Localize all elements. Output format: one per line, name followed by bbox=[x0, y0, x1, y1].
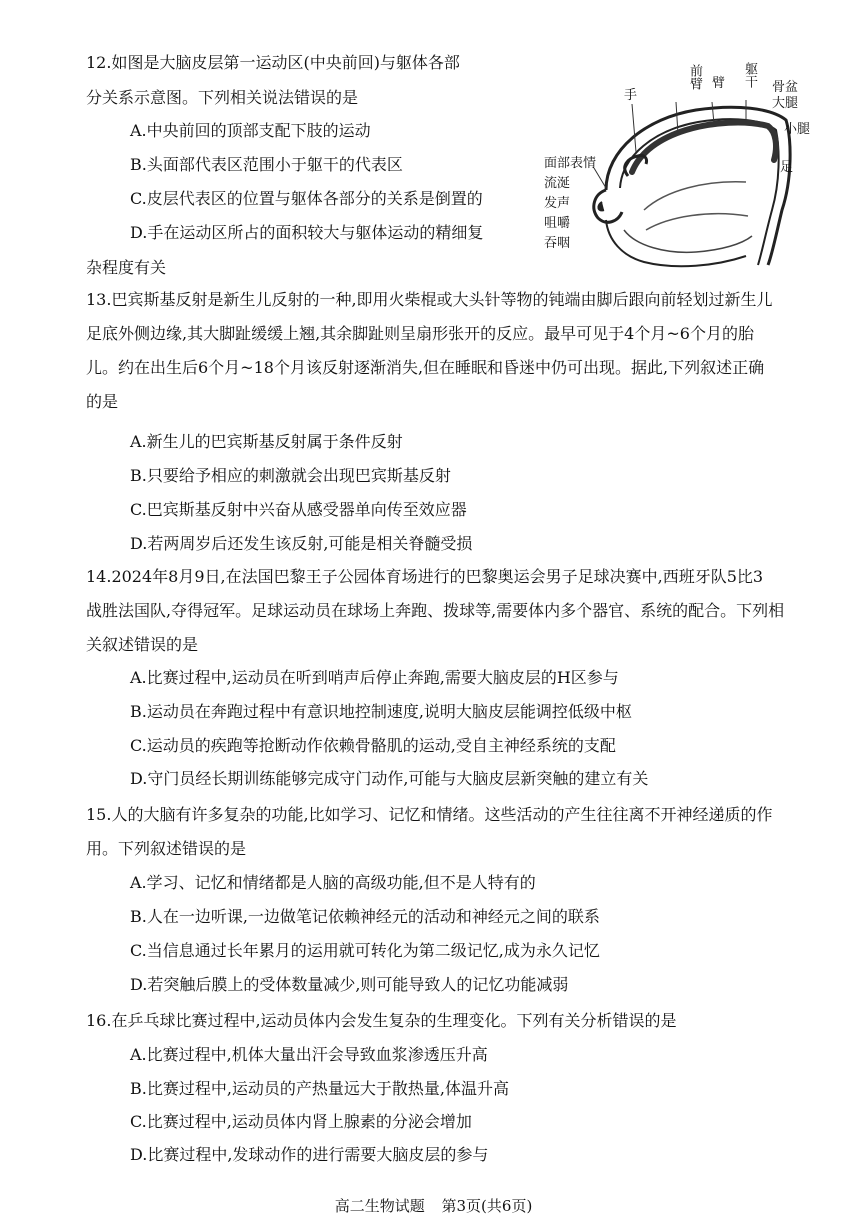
question-16-line-1: 16.在乒乓球比赛过程中,运动员体内会发生复杂的生理变化。下列有关分析错误的是 bbox=[86, 1011, 677, 1030]
question-12-option-c: C.皮层代表区的位置与躯体各部分的关系是倒置的 bbox=[130, 189, 483, 208]
question-14-option-d: D.守门员经长期训练能够完成守门动作,可能与大脑皮层新突触的建立有关 bbox=[130, 769, 649, 788]
question-12-option-b: B.头面部代表区范围小于躯干的代表区 bbox=[130, 155, 403, 174]
question-14-option-a: A.比赛过程中,运动员在听到哨声后停止奔跑,需要大脑皮层的H区参与 bbox=[130, 668, 619, 687]
question-15-option-b: B.人在一边听课,一边做笔记依赖神经元的活动和神经元之间的联系 bbox=[130, 907, 600, 926]
question-14-option-c: C.运动员的疾跑等抢断动作依赖骨骼肌的运动,受自主神经系统的支配 bbox=[130, 736, 616, 755]
question-14-line-1: 14.2024年8月9日,在法国巴黎王子公园体育场进行的巴黎奥运会男子足球决赛中,西班牙队5比3 bbox=[86, 567, 764, 586]
page-footer bbox=[0, 1196, 867, 1216]
footer-subject: 高二生物试题 bbox=[334, 1197, 425, 1215]
question-12-line-2: 分关系示意图。下列相关说法错误的是 bbox=[86, 88, 359, 107]
question-16-option-c: C.比赛过程中,运动员体内肾上腺素的分泌会增加 bbox=[130, 1112, 472, 1131]
question-12-option-d-tail: 杂程度有关 bbox=[86, 258, 167, 277]
label-salivation: 流涎 bbox=[544, 176, 571, 191]
question-13-option-d: D.若两周岁后还发生该反射,可能是相关脊髓受损 bbox=[130, 534, 473, 553]
question-14-line-3: 关叙述错误的是 bbox=[86, 635, 199, 654]
footer-page-number: 第3页(共6页) bbox=[441, 1197, 533, 1215]
label-chewing: 咀嚼 bbox=[544, 216, 571, 231]
label-foot: 足 bbox=[780, 160, 794, 175]
label-pelvis: 骨盆 bbox=[772, 80, 799, 95]
label-vocalization: 发声 bbox=[544, 196, 571, 211]
label-calf: 小腿 bbox=[784, 122, 811, 137]
question-12-option-d: D.手在运动区所占的面积较大与躯体运动的精细复 bbox=[130, 223, 484, 242]
question-16-option-a: A.比赛过程中,机体大量出汗会导致血浆渗透压升高 bbox=[130, 1045, 488, 1064]
question-16-option-d: D.比赛过程中,发球动作的进行需要大脑皮层的参与 bbox=[130, 1145, 489, 1164]
question-15-line-2: 用。下列叙述错误的是 bbox=[86, 839, 247, 858]
question-16-option-b: B.比赛过程中,运动员的产热量远大于散热量,体温升高 bbox=[130, 1079, 510, 1098]
question-13-line-4: 的是 bbox=[86, 392, 119, 411]
question-13-option-a: A.新生儿的巴宾斯基反射属于条件反射 bbox=[130, 432, 403, 451]
label-face: 面部表情 bbox=[544, 156, 597, 171]
question-14-option-b: B.运动员在奔跑过程中有意识地控制速度,说明大脑皮层能调控低级中枢 bbox=[130, 702, 632, 721]
question-13-line-2: 足底外侧边缘,其大脚趾缓缓上翘,其余脚趾则呈扇形张开的反应。最早可见于4个月~6个月的胎 bbox=[86, 324, 754, 343]
question-13-option-b: B.只要给予相应的刺激就会出现巴宾斯基反射 bbox=[130, 466, 451, 485]
label-arm: 臂 bbox=[712, 76, 726, 91]
label-swallowing: 吞咽 bbox=[544, 236, 571, 251]
question-15-option-d: D.若突触后膜上的受体数量减少,则可能导致人的记忆功能减弱 bbox=[130, 975, 569, 994]
question-13-line-3: 儿。约在出生后6个月~18个月该反射逐渐消失,但在睡眠和昏迷中仍可出现。据此,下列叙述正确 bbox=[86, 358, 765, 377]
question-12-line-1: 12.如图是大脑皮层第一运动区(中央前回)与躯体各部 bbox=[86, 53, 460, 72]
label-forearm: 前臂 bbox=[687, 64, 702, 90]
question-13-line-1: 13.巴宾斯基反射是新生儿反射的一种,即用火柴棍或大头针等物的钝端由脚后跟向前轻划过新生儿 bbox=[86, 290, 773, 309]
question-14-line-2: 战胜法国队,夺得冠军。足球运动员在球场上奔跑、拨球等,需要体内多个器官、系统的配合。下列相 bbox=[86, 601, 785, 620]
question-15-option-a: A.学习、记忆和情绪都是人脑的高级功能,但不是人特有的 bbox=[130, 873, 536, 892]
label-thigh: 大腿 bbox=[772, 96, 799, 111]
question-12-option-a: A.中央前回的顶部支配下肢的运动 bbox=[130, 121, 371, 140]
label-hand: 手 bbox=[624, 88, 638, 103]
label-trunk: 躯干 bbox=[742, 62, 757, 88]
question-15-option-c: C.当信息通过长年累月的运用就可转化为第二级记忆,成为永久记忆 bbox=[130, 941, 600, 960]
question-15-line-1: 15.人的大脑有许多复杂的功能,比如学习、记忆和情绪。这些活动的产生往往离不开神经递质的作 bbox=[86, 805, 773, 824]
question-13-option-c: C.巴宾斯基反射中兴奋从感受器单向传至效应器 bbox=[130, 500, 467, 519]
motor-cortex-homunculus-figure bbox=[536, 60, 836, 270]
